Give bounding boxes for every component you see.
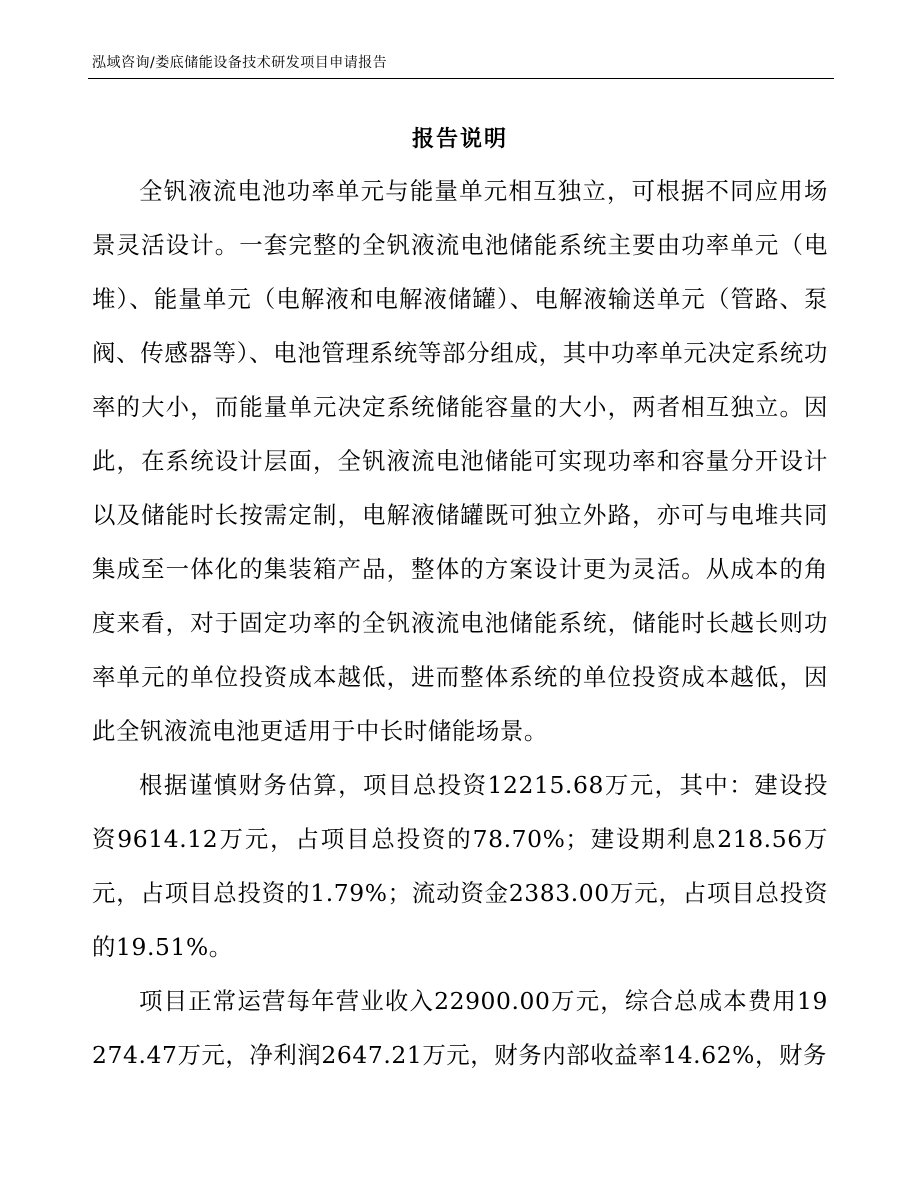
- paragraph: 根据谨慎财务估算，项目总投资12215.68万元，其中：建设投资9614.12万元，占项目总投资的78.70%；建设期利息218.56万元，占项目总投资的1.79%；流动资金2383.00万元，占项目总投资的19.51%。: [92, 771, 828, 961]
- section-title: 报告说明: [411, 126, 508, 152]
- paragraph: 全钒液流电池功率单元与能量单元相互独立，可根据不同应用场景灵活设计。一套完整的全钒液流电池储能系统主要由功率单元（电堆）、能量单元（电解液和电解液储罐）、电解液输送单元（管路、泵阀、传感器等）、电池管理系统等部分组成，其中功率单元决定系统功率的大小，而能量单元决定系统储能容量的大小，两者相互独立。因此，在系统设计层面，全钒液流电池储能可实现功率和容量分开设计以及储能时长按需定制，电解液储罐既可独立外路，亦可与电堆共同集成至一体化的集装箱产品，整体的方案设计更为灵活。从成本的角度来看，对于固定功率的全钒液流电池储能系统，储能时长越长则功率单元的单位投资成本越低，进而整体系统的单位投资成本越低，因此全钒液流电池更适用于中长时储能场景。: [92, 177, 828, 745]
- paragraph: 项目正常运营每年营业收入22900.00万元，综合总成本费用19274.47万元，净利润2647.21万元，财务内部收益率14.62%，财务: [92, 987, 828, 1069]
- header-divider: [88, 78, 834, 79]
- body-text: [92, 164, 828, 1082]
- running-header: 泓域咨询/娄底储能设备技术研发项目申请报告: [92, 55, 388, 71]
